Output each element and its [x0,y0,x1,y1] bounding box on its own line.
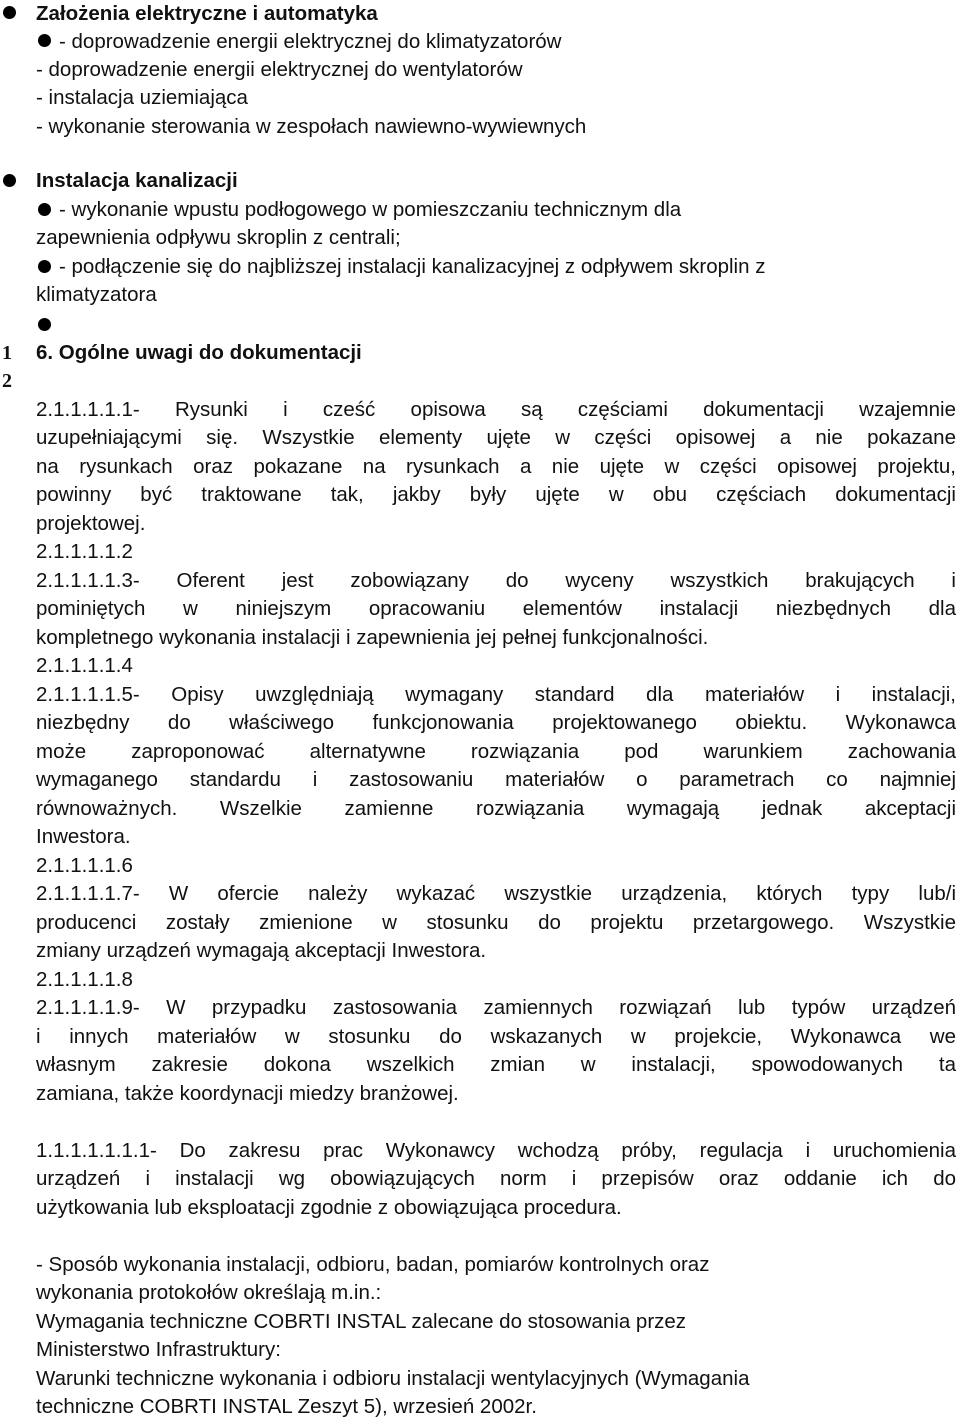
paragraph-line: producenci zostały zmienione w stosunku do projektu przetargowego. Wszystkie [36,911,956,934]
electrical-item: - instalacja uziemiająca [36,86,248,109]
section-title-electrical: Założenia elektryczne i automatyka [36,2,378,25]
paragraph-line: Ministerstwo Infrastruktury: [36,1338,281,1361]
electrical-item: - wykonanie sterowania w zespołach nawiewno-wywiewnych [36,115,587,138]
sewage-item: - podłączenie się do najbliższej instalacji kanalizacyjnej z odpływem skroplin z [59,255,766,278]
paragraph-line: i innych materiałów w stosunku do wskazanych w projekcie, Wykonawca we [36,1025,956,1048]
margin-number: 2 [2,370,12,392]
paragraph-line: projektowej. [36,512,146,535]
paragraph-line: niezbędny do właściwego funkcjonowania projektowanego obiektu. Wykonawca [36,711,956,734]
paragraph-line: uzupełniającymi się. Wszystkie elementy ujęte w części opisowej a nie pokazane [36,426,956,449]
paragraph-line: 1.1.1.1.1.1.1- Do zakresu prac Wykonawcy wchodzą próby, regulacja i uruchomienia [36,1139,956,1162]
paragraph-line: zamiana, także koordynacji miedzy branżowej. [36,1082,459,1105]
paragraph-number: 2.1.1.1.1.6 [36,854,133,877]
paragraph-line: zmiany urządzeń wymagają akceptacji Inwestora. [36,939,487,962]
paragraph-number: 2.1.1.1.1.8 [36,968,133,991]
paragraph-line: na rysunkach oraz pokazane na rysunkach a nie ujęte w części opisowej projektu, [36,455,956,478]
paragraph-line: powinny być traktowane tak, jakby były ujęte w obu częściach dokumentacji [36,483,956,506]
section-title-sewage: Instalacja kanalizacji [36,169,238,192]
sewage-item: klimatyzatora [36,283,157,306]
paragraph-number: 2.1.1.1.1.4 [36,654,133,677]
paragraph-line: 2.1.1.1.1.5- Opisy uwzględniają wymagany standard dla materiałów i instalacji, [36,683,956,706]
electrical-item: - doprowadzenie energii elektrycznej do klimatyzatorów [59,30,562,53]
paragraph-line: kompletnego wykonania instalacji i zapewnienia jej pełnej funkcjonalności. [36,626,709,649]
bullet-icon [3,6,16,19]
margin-number: 1 [2,342,12,364]
electrical-item: - doprowadzenie energii elektrycznej do wentylatorów [36,58,523,81]
bullet-icon [38,203,51,216]
paragraph-number: 2.1.1.1.1.2 [36,540,133,563]
bullet-icon [38,260,51,273]
sewage-item: zapewnienia odpływu skroplin z centrali; [36,226,401,249]
paragraph-line: własnym zakresie dokona wszelkich zmian w instalacji, spowodowanych ta [36,1053,956,1076]
paragraph-line: urządzeń i instalacji wg obowiązujących norm i przepisów oraz oddanie ich do [36,1167,956,1190]
paragraph-line: 2.1.1.1.1.7- W ofercie należy wykazać wszystkie urządzenia, których typy lub/i [36,882,956,905]
paragraph-line: Warunki techniczne wykonania i odbioru instalacji wentylacyjnych (Wymagania [36,1367,750,1390]
paragraph-line: - Sposób wykonania instalacji, odbioru, badan, pomiarów kontrolnych oraz [36,1253,710,1276]
paragraph-line: 2.1.1.1.1.3- Oferent jest zobowiązany do wyceny wszystkich brakujących i [36,569,956,592]
paragraph-line: może zaproponować alternatywne rozwiązania pod warunkiem zachowania [36,740,956,763]
paragraph-line: Inwestora. [36,825,131,848]
paragraph-line: 2.1.1.1.1.1- Rysunki i cześć opisowa są częściami dokumentacji wzajemnie [36,398,956,421]
paragraph-line: Wymagania techniczne COBRTI INSTAL zalecane do stosowania przez [36,1310,687,1333]
paragraph-line: użytkowania lub eksploatacji zgodnie z obowiązująca procedura. [36,1196,622,1219]
bullet-icon [38,34,51,47]
paragraph-line: wymaganego standardu i zastosowaniu materiałów o parametrach co najmniej [36,768,956,791]
paragraph-line: równoważnych. Wszelkie zamienne rozwiązania wymagają jednak akceptacji [36,797,956,820]
bullet-icon [3,174,16,187]
section-title-general: 6. Ogólne uwagi do dokumentacji [36,341,362,364]
paragraph-line: 2.1.1.1.1.9- W przypadku zastosowania zamiennych rozwiązań lub typów urządzeń [36,996,956,1019]
paragraph-line: pominiętych w niniejszym opracowaniu elementów instalacji niezbędnych dla [36,597,956,620]
paragraph-line: techniczne COBRTI INSTAL Zeszyt 5), wrzesień 2002r. [36,1395,537,1418]
paragraph-line: wykonania protokołów określają m.in.: [36,1281,382,1304]
bullet-icon [38,318,51,331]
sewage-item: - wykonanie wpustu podłogowego w pomieszczaniu technicznym dla [59,198,682,221]
